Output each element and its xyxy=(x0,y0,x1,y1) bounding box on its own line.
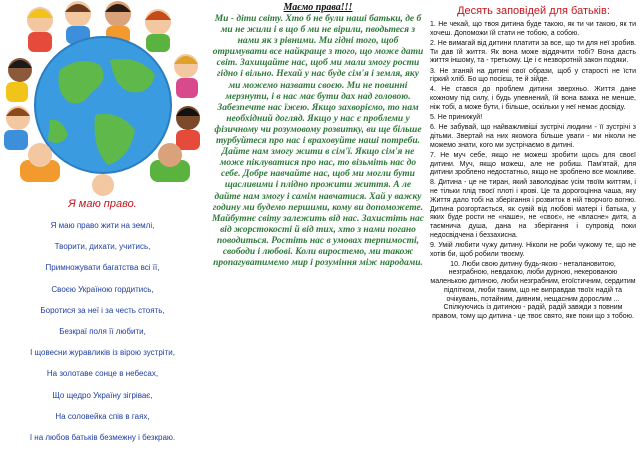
rights-text: Ми - діти світу. Хто б не були наші батьки, де б ми не жили і в що б ми не вірили, пводьтеся з нами як з рівними. Ми гідні того, щоб отримувати все найкраще з того, що може дати світ. Захищайте нас, щоб ми мали змогу рости гідно і вільно. Нехай у нас буде сім'я і земля, яку ми можемо назвати своєю. Ми не повинні мерзнути, і в нас має бути дах над головою. Забезпечте нас їжею. Якщо захворіємо, то нам необхідний догляд. Якщо у нас є проблеми у фізичному чи розумовому розвитку, ви ще більше турбуйтеся про нас і враховуйте наші потреби. Дайте нам змогу жити в сім'ї. Якщо сім'я не може піклуватися про нас, то візьміть нас до себе. Добре навчайте нас, щоб ми могли бути щасливими і плідно прожити життя. А ле дайте нам змогу і самім навчатися. Хай у важку годину ми будемо першими, кому ви допоможете. Майбутнє світу залежить від нас. Захистіть нас від жорстокості й від тих, хто з нами погано поводиться. Ростіть нас в умовах терпимості, свободи і любові. Коли виростемо, ми також пропагуватимемо мир і розуміння між народами. xyxy=(212,14,424,269)
poem-line: Я маю право жити на землі, xyxy=(50,221,155,230)
poem-title: Я маю право. xyxy=(68,198,137,210)
commandments-list xyxy=(427,21,640,322)
poem-line: Примножувати багатства всі її, xyxy=(45,263,160,273)
commandment-item: 5. Не принижуй! xyxy=(430,114,483,122)
rights-column xyxy=(210,0,426,453)
poem-line: На золотаве сонце в небесах, xyxy=(46,369,159,379)
globe xyxy=(35,37,171,173)
commandments-title: Десять заповідей для батьків: xyxy=(457,5,610,17)
poem-line: І на любов батьків безмежну і безкраю. xyxy=(29,432,176,442)
poem-line: На соловейка спів в гаях, xyxy=(55,411,150,421)
commandment-item: 1. Не чекай, що твоя дитина буде такою, як ти чи такою, як ти хочеш. Допоможи їй стати не тобою, а собою. xyxy=(430,21,636,37)
commandment-item: 8. Дитина - це не тиран, який заволодіває усім твоїм життям, і не тільки плід твоєї плоті і крові. Це та дорогоцінна чаша, яку Життя дало тобі на зберігання і розвиток в ній творчого вогню. Дитина розгортається, як сувій від любові матері і батька, у яких буде рости не «наше», не «своє», не «власне» дитя, а таємнича душа, дана на зберігання і супровід поки недосвідчена і беззахисна. xyxy=(430,179,636,239)
commandments-column xyxy=(427,0,640,453)
poem-lines xyxy=(0,222,205,455)
poem-line: Своєю Україною гордитись, xyxy=(51,284,154,294)
commandment-item: 6. Не забувай, що найважливіші зустрічі людини - її зустрічі з дітьми. Звертай на них якомога більше уваги - ми ніколи не можемо знати, кого ми зустрічаємо в дитині. xyxy=(430,124,636,149)
poem-line: Безкраї поля її любити, xyxy=(59,326,146,336)
commandment-item: 3. Не зганяй на дитині свої образи, щоб у старості не їсти гіркий хліб. Бо що посієш, те й зійде. xyxy=(430,67,636,84)
poem-column xyxy=(0,0,205,453)
commandment-item: 7. Не муч себе, якщо не можеш зробити щось для своєї дитини. Муч, якщо можеш, але не робиш. Пам'ятай, для дитини зроблено недостатньо, якщо не зроблено все можливе. xyxy=(430,151,636,177)
poem-line: Творити, дихати, учитись, xyxy=(54,242,151,252)
commandment-item: 9. Умій любити чужу дитину. Ніколи не роби чужому те, що не хотів би, щоб робили твоєму. xyxy=(430,241,636,258)
globe-with-children-icon xyxy=(0,0,205,200)
poem-line: Боротися за неї і за честь стоять, xyxy=(40,305,165,315)
rights-title: Маємо права!!! xyxy=(283,2,353,13)
poem-line: І щовесни журавликів із вірою зустріти, xyxy=(30,348,175,358)
poem-line: Що щедро Україну зігріває, xyxy=(52,390,153,400)
commandment-item: 10. Люби свою дитину будь-якою - неталановитою, незграбною, невдахою, люби дурною, некерованою маленькою дитиною, люби незграбним, егоїстичним, сердитим підлітком, люби таким, що не виправдав твоїх надій та очікувань, потайним, дивним, нещасним дорослим ... Спілкуючись із дитиною - радій, радій завжди з повним правом, тому що дитина - це твоє свято, яке поки що з тобою. xyxy=(430,260,636,320)
commandment-item: 2. Не вимагай від дитини платити за все, що ти для неї зробив. Ти дав їй життя. Як вона може віддячити тобі? Вона дасть життя іншому, та - третьому. Це і є незворотній закон подяки. xyxy=(430,39,636,65)
commandment-item: 4. Не стався до проблем дитини зверхньо. Життя дане кожному під силу, і будь упевнений, їй вона важка не менше, ніж тобі, а може бути, і більше, оскільки у неї немає досвіду. xyxy=(430,86,636,111)
